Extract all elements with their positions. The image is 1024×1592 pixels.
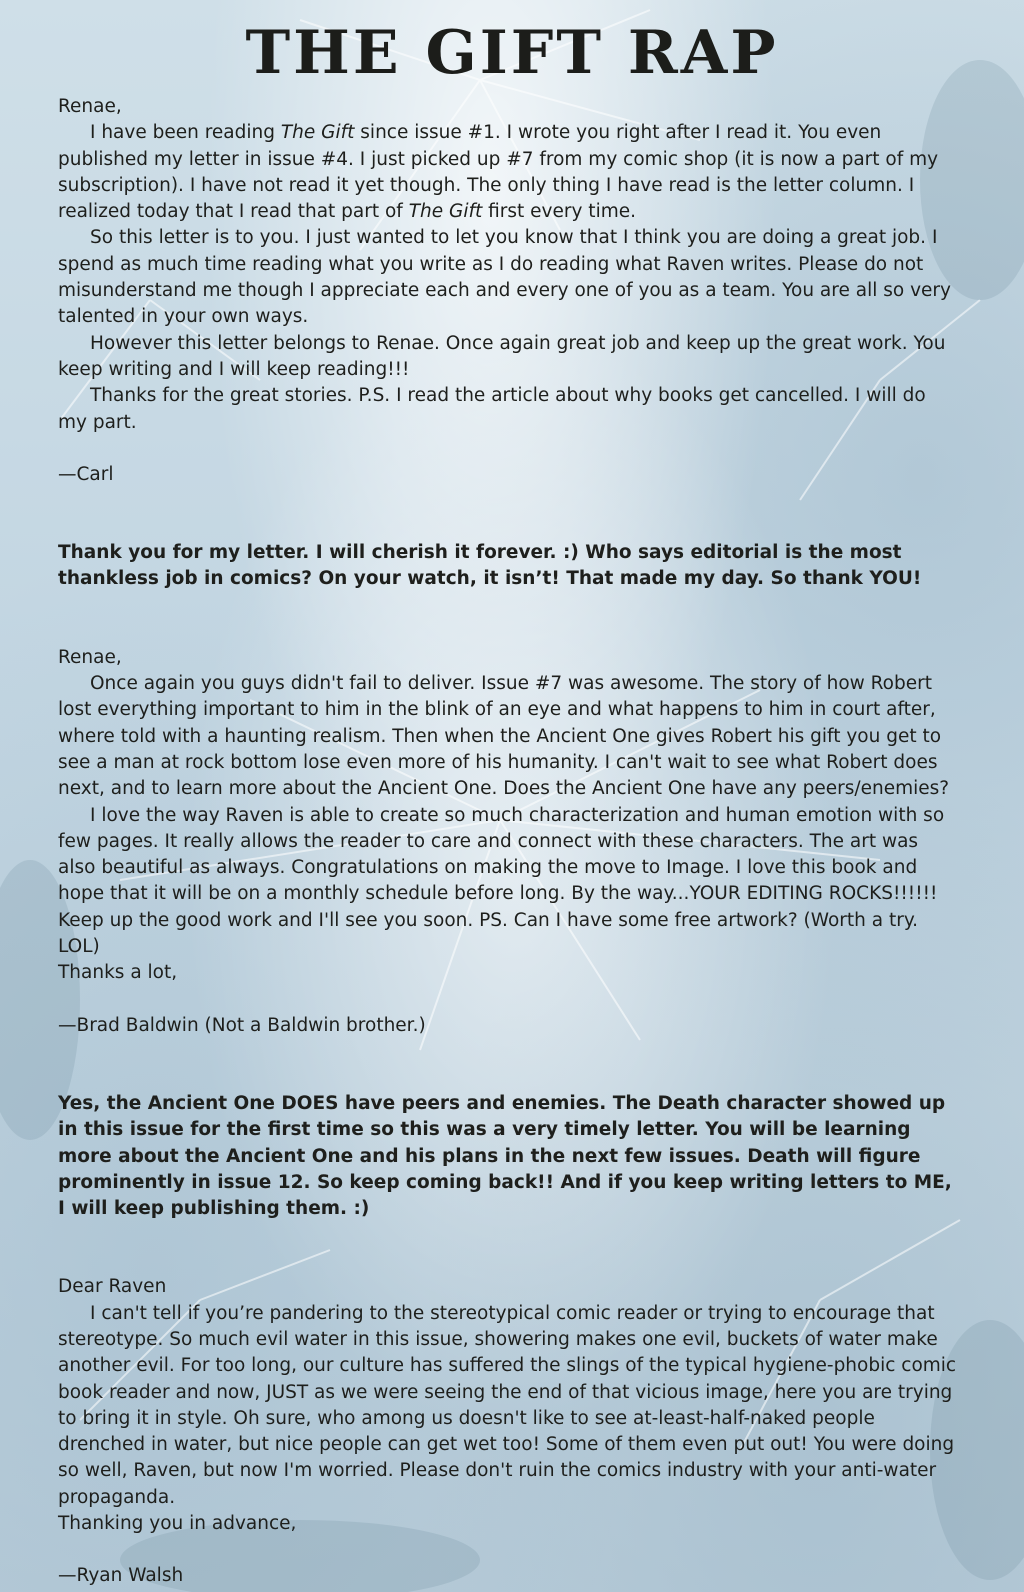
- letter-1-paragraph: However this letter belongs to Renae. Once again great job and keep up the great work. You keep writing and I will keep reading!!!: [58, 332, 946, 380]
- letter-3-paragraph: I can't tell if you’re pandering to the stereotypical comic reader or trying to encourage that stereotype. So much evil water in this issue, showering makes one evil, buckets of water make another evil. For too long, our culture has suffered the slings of the typical hygiene-phobic comic book reader and now, JUST as we were seeing the end of that vicious image, here you are trying to bring it in style. Oh sure, who among us doesn't like to see at-least-half-naked people drenched in water, but nice people can get wet too! Some of them even put out! You were doing so well, Raven, but now I'm worried. Please don't ruin the comics industry with your anti-water propaganda.: [58, 1302, 957, 1508]
- letter-2-salutation: Renae,: [58, 646, 122, 668]
- letter-3-salutation: Dear Raven: [58, 1276, 167, 1298]
- page-title: THE GIFT RAP: [245, 18, 779, 88]
- letters-column: [58, 94, 958, 1590]
- book-title: The Gift: [280, 122, 355, 144]
- letter-1-paragraph: [58, 120, 958, 225]
- letter-1-signature: —Carl: [58, 463, 114, 485]
- editor-reply-1: Thank you for my letter. I will cherish it forever. :) Who says editorial is the most thankless job in comics? On your watch, it isn’t! That made my day. So thank YOU!: [58, 542, 922, 590]
- letter-2-paragraph: Once again you guys didn't fail to deliver. Issue #7 was awesome. The story of how Robert lost everything important to him in the blink of an eye and what happens to him in court after, where told with a haunting realism. Then when the Ancient One gives Robert his gift you get to see a man at rock bottom lose even more of his humanity. I can't wait to see what Robert does next, and to learn more about the Ancient One. Does the Ancient One have any peers/enemies?: [58, 673, 950, 800]
- book-title: The Gift: [408, 201, 483, 223]
- text-segment: first every time.: [482, 201, 636, 223]
- editor-reply-2: Yes, the Ancient One DOES have peers and enemies. The Death character showed up in this issue for the first time so this was a very timely letter. You will be learning more about the Ancient One and his plans in the next few issues. Death will figure prominently in issue 12. So keep coming back!! And if you keep writing letters to ME, I will keep publishing them. :): [58, 1092, 952, 1220]
- letter-1-paragraph: So this letter is to you. I just wanted to let you know that I think you are doing a great job. I spend as much time reading what you write as I do reading what Raven writes. Please do not misunderstand me though I appreciate each and every one of you as a team. You are all so very talented in your own ways.: [58, 227, 951, 328]
- letter-1-salutation: Renae,: [58, 96, 122, 117]
- letter-2-paragraph: I love the way Raven is able to create so much characterization and human emotion with so few pages. It really allows the reader to care and connect with these characters. The art was also beautiful as always. Congratulations on making the move to Image. I love this book and hope that it will be on a monthly schedule before long. By the way...YOUR EDITING ROCKS!!!!!! Keep up the good work and I'll see you soon. PS. Can I have some free artwork? (Worth a try. LOL): [58, 804, 945, 958]
- text-segment: I have been reading: [90, 122, 281, 144]
- letter-2-closing: Thanks a lot,: [58, 962, 178, 984]
- letter-3-signature: —Ryan Walsh: [58, 1565, 184, 1587]
- text-segment: since issue #1. I wrote you right after I read it. You even published my letter in issue #4. I just picked up #7 from my comic shop (it is now a part of my subscription). I have not read it yet though. The only thing I have read is the letter column. I realized today that I read that part of: [58, 122, 939, 223]
- letter-2-signature: —Brad Baldwin (Not a Baldwin brother.): [58, 1014, 426, 1036]
- letter-1-paragraph: Thanks for the great stories. P.S. I read the article about why books get cancelled. I will do my part.: [58, 385, 926, 433]
- letter-3-closing: Thanking you in advance,: [58, 1513, 297, 1535]
